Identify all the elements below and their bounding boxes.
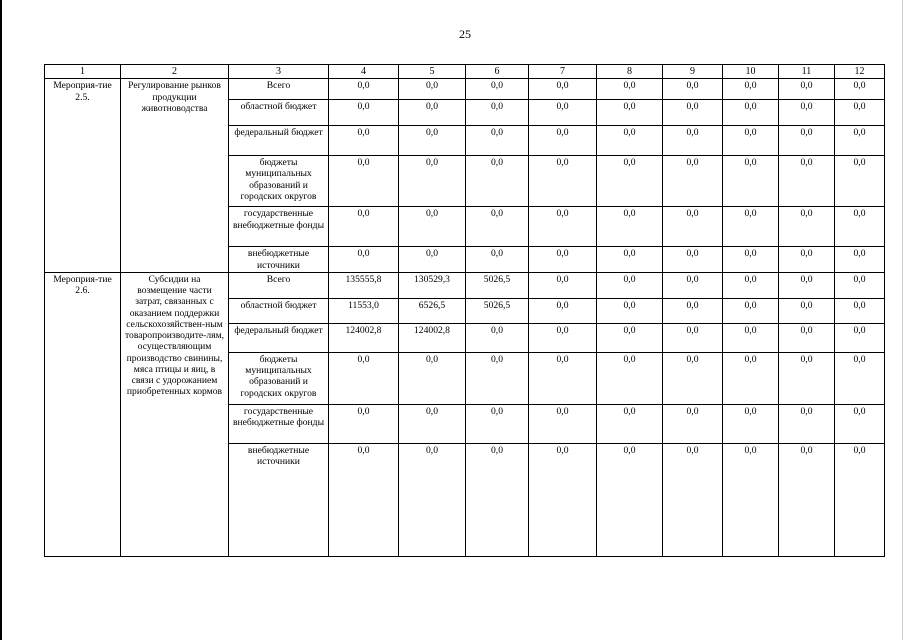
value-cell: 0,0 [529,156,597,207]
value-cell: 0,0 [723,207,779,247]
value-cell: 0,0 [329,207,399,247]
column-number-cell: 2 [121,65,229,79]
column-number-cell: 10 [723,65,779,79]
column-number-cell: 7 [529,65,597,79]
value-cell: 0,0 [779,324,835,353]
value-cell: 0,0 [723,156,779,207]
value-cell: 0,0 [835,207,885,247]
funding-source-cell: бюджеты муниципальных образований и городских округов [229,352,329,404]
value-cell: 0,0 [835,247,885,273]
value-cell: 0,0 [723,99,779,126]
measure-name-cell: Субсидии на возмещение части затрат, связанных с оказанием поддержки сельскохозяйствен-ным товаропроизводите-лям, осуществляющим производство свинины, мяса птицы и яиц, в связи с удорожанием приобретенных кормов [121,273,229,557]
value-cell: 0,0 [723,352,779,404]
value-cell: 0,0 [329,352,399,404]
header-row [45,65,885,79]
value-cell: 0,0 [779,207,835,247]
value-cell: 0,0 [723,79,779,100]
value-cell: 0,0 [779,273,835,299]
funding-source-cell: федеральный бюджет [229,126,329,156]
value-cell: 0,0 [663,126,723,156]
value-cell: 0,0 [835,298,885,324]
value-cell: 11553,0 [329,298,399,324]
value-cell: 0,0 [779,126,835,156]
value-cell: 124002,8 [399,324,466,353]
value-cell: 0,0 [329,79,399,100]
funding-source-cell: внебюджетные источники [229,247,329,273]
value-cell: 0,0 [779,99,835,126]
column-number-cell: 12 [835,65,885,79]
page-left-edge [0,0,2,640]
value-cell: 0,0 [597,156,663,207]
funding-source-cell: бюджеты муниципальных образований и городских округов [229,156,329,207]
value-cell: 0,0 [835,79,885,100]
value-cell: 0,0 [835,352,885,404]
value-cell: 0,0 [329,126,399,156]
funding-source-cell: областной бюджет [229,298,329,324]
value-cell: 0,0 [529,126,597,156]
value-cell: 0,0 [835,444,885,557]
value-cell: 0,0 [399,405,466,444]
page-right-edge [902,0,903,640]
value-cell: 0,0 [597,99,663,126]
column-number-cell: 4 [329,65,399,79]
value-cell: 0,0 [466,405,529,444]
value-cell: 0,0 [529,99,597,126]
value-cell: 0,0 [329,156,399,207]
value-cell: 0,0 [663,273,723,299]
value-cell: 0,0 [597,352,663,404]
value-cell: 0,0 [529,298,597,324]
value-cell: 0,0 [663,156,723,207]
funding-source-cell: государственные внебюджетные фонды [229,207,329,247]
value-cell: 0,0 [597,247,663,273]
value-cell: 0,0 [597,444,663,557]
budget-table [44,64,885,557]
column-number-cell: 5 [399,65,466,79]
value-cell: 0,0 [466,207,529,247]
value-cell: 124002,8 [329,324,399,353]
value-cell: 0,0 [779,444,835,557]
value-cell: 0,0 [466,352,529,404]
measure-id-cell: Мероприя-тие 2.6. [45,273,121,557]
value-cell: 0,0 [466,156,529,207]
value-cell: 0,0 [663,79,723,100]
value-cell: 0,0 [466,324,529,353]
funding-source-cell: Всего [229,79,329,100]
value-cell: 0,0 [466,99,529,126]
value-cell: 130529,3 [399,273,466,299]
value-cell: 6526,5 [399,298,466,324]
funding-source-cell: областной бюджет [229,99,329,126]
value-cell: 0,0 [329,444,399,557]
value-cell: 0,0 [835,324,885,353]
value-cell: 0,0 [723,405,779,444]
value-cell: 0,0 [597,79,663,100]
funding-source-cell: внебюджетные источники [229,444,329,557]
value-cell: 0,0 [779,298,835,324]
column-number-cell: 1 [45,65,121,79]
value-cell: 0,0 [723,324,779,353]
value-cell: 0,0 [663,247,723,273]
value-cell: 0,0 [399,444,466,557]
value-cell: 0,0 [663,99,723,126]
value-cell: 0,0 [597,207,663,247]
value-cell: 0,0 [723,298,779,324]
value-cell: 0,0 [597,324,663,353]
value-cell: 0,0 [835,126,885,156]
value-cell: 0,0 [529,324,597,353]
funding-source-cell: федеральный бюджет [229,324,329,353]
value-cell: 0,0 [723,247,779,273]
value-cell: 0,0 [663,444,723,557]
funding-source-cell: Всего [229,273,329,299]
value-cell: 0,0 [529,247,597,273]
column-number-cell: 8 [597,65,663,79]
column-number-cell: 3 [229,65,329,79]
value-cell: 0,0 [779,79,835,100]
value-cell: 0,0 [663,207,723,247]
value-cell: 0,0 [399,352,466,404]
table-row [45,79,885,100]
value-cell: 0,0 [723,273,779,299]
column-number-cell: 9 [663,65,723,79]
value-cell: 0,0 [399,99,466,126]
value-cell: 0,0 [399,79,466,100]
value-cell: 0,0 [779,352,835,404]
page-number: 25 [459,27,471,41]
measure-id-cell: Мероприя-тие 2.5. [45,79,121,273]
column-number-cell: 11 [779,65,835,79]
value-cell: 0,0 [529,352,597,404]
value-cell: 0,0 [663,324,723,353]
value-cell: 0,0 [597,273,663,299]
value-cell: 0,0 [597,405,663,444]
value-cell: 0,0 [529,444,597,557]
value-cell: 0,0 [663,352,723,404]
value-cell: 0,0 [329,247,399,273]
value-cell: 0,0 [723,126,779,156]
value-cell: 0,0 [529,405,597,444]
measure-name-cell: Регулирование рынков продукции животноводства [121,79,229,273]
value-cell: 0,0 [466,126,529,156]
value-cell: 0,0 [597,298,663,324]
value-cell: 0,0 [835,156,885,207]
value-cell: 0,0 [835,99,885,126]
value-cell: 0,0 [399,156,466,207]
column-number-cell: 6 [466,65,529,79]
value-cell: 0,0 [779,156,835,207]
value-cell: 0,0 [779,405,835,444]
value-cell: 135555,8 [329,273,399,299]
value-cell: 0,0 [723,444,779,557]
value-cell: 0,0 [466,79,529,100]
value-cell: 5026,5 [466,298,529,324]
value-cell: 0,0 [835,405,885,444]
value-cell: 0,0 [529,79,597,100]
value-cell: 0,0 [663,298,723,324]
value-cell: 0,0 [329,99,399,126]
value-cell: 0,0 [399,126,466,156]
funding-source-cell: государственные внебюджетные фонды [229,405,329,444]
value-cell: 0,0 [466,247,529,273]
value-cell: 0,0 [329,405,399,444]
value-cell: 5026,5 [466,273,529,299]
value-cell: 0,0 [399,207,466,247]
value-cell: 0,0 [597,126,663,156]
value-cell: 0,0 [399,247,466,273]
value-cell: 0,0 [466,444,529,557]
value-cell: 0,0 [529,207,597,247]
value-cell: 0,0 [779,247,835,273]
table-row [45,273,885,299]
value-cell: 0,0 [529,273,597,299]
value-cell: 0,0 [835,273,885,299]
value-cell: 0,0 [663,405,723,444]
